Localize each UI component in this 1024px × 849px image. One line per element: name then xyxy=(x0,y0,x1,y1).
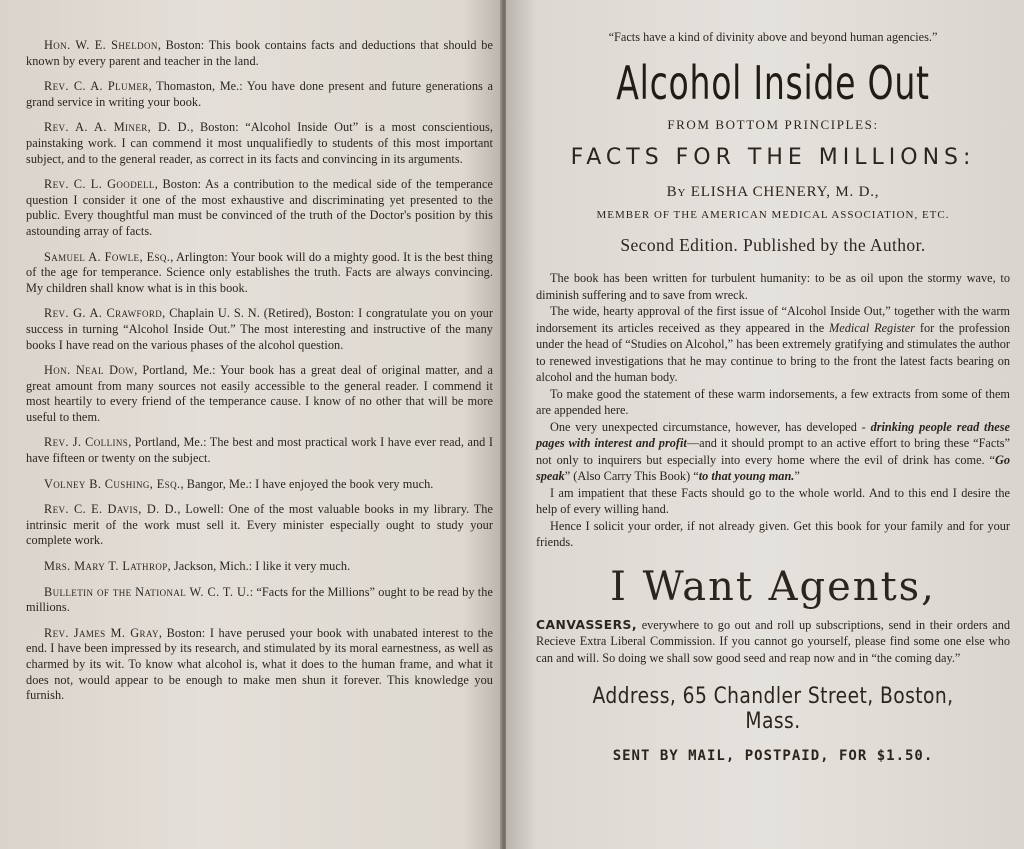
testimonial-text: , Bangor, Me.: I have enjoyed the book very much. xyxy=(180,476,434,491)
address-line: Address, 65 Chandler Street, Boston, Mass. xyxy=(592,684,954,734)
testimonial-text: , Chaplain U. S. N. (Retired), Boston: I congratulate you on your success in turning “Alcohol Inside Out.” The most interesting and instructive of the many books I have read on the various phases of the alcohol question. xyxy=(26,306,494,352)
testimonial xyxy=(26,477,493,493)
testimonial-text: , Boston: As a contribution to the medical side of the temperance question I consider it one of the most exhaustive and discriminating yet presented to the public. Every thoughtful man must be convinced of the truth of the Doctor's position by this astounding array of facts. xyxy=(26,177,493,238)
testimonial-author: Bulletin of the National W. C. T. U. xyxy=(44,584,250,599)
testimonial-text: , Thomaston, Me.: You have done present and future generations a grand service in writing your book. xyxy=(26,79,493,109)
testimonial xyxy=(26,306,493,353)
body-paragraph xyxy=(536,419,1010,485)
testimonial-author: Hon. Neal Dow xyxy=(44,363,135,378)
body-text: ” (Also Carry This Book) “ xyxy=(564,469,699,483)
testimonial-text: , Portland, Me.: The best and most practical work I have ever read, and I have fifteen or twenty on the subject. xyxy=(26,435,493,466)
canvassers-label: CANVASSERS, xyxy=(536,617,638,632)
body-text: —and it should prompt to an active effort to bring these “Facts” not only to inquirers but especially into every home where the evil of drink has come. “ xyxy=(536,436,1010,467)
testimonial-author: Rev. A. A. Miner, D. D. xyxy=(44,120,191,135)
emphasis-text: to that young man. xyxy=(698,469,795,483)
price-line: SENT BY MAIL, POSTPAID, FOR $1.50. xyxy=(612,748,934,764)
body-paragraph xyxy=(536,303,1010,386)
author-by: By xyxy=(666,184,687,200)
testimonial-text: , Boston: “Alcohol Inside Out” is a most conscientious, painstaking work. I can commend it most unqualifiedly to students of this most important subject, and to the general reader, as correct in its facts and convincing in its arguments. xyxy=(26,120,493,166)
testimonial-author: Volney B. Cushing, Esq. xyxy=(44,476,181,491)
body-text: ” xyxy=(794,469,800,483)
testimonial-author: Rev. C. L. Goodell xyxy=(44,177,155,192)
testimonial xyxy=(26,120,493,167)
testimonial-text: : “Facts for the Millions” ought to be read by the millions. xyxy=(26,584,493,615)
author-name: ELISHA CHENERY, M. D., xyxy=(690,184,880,200)
author-line xyxy=(536,184,1010,201)
body-paragraph: To make good the statement of these warm indorsements, a few extracts from some of them are appended here. xyxy=(536,386,1010,417)
testimonial-author: Samuel A. Fowle, Esq. xyxy=(44,249,171,264)
testimonial-author: Rev. James M. Gray xyxy=(44,625,159,640)
testimonial xyxy=(26,585,493,616)
agents-heading: I Want Agents, xyxy=(610,563,936,610)
edition-line: Second Edition. Published by the Author. xyxy=(620,235,926,255)
testimonial xyxy=(26,177,493,239)
body-text: for the profession under the head of “Studies on Alcohol,” has been extremely gratifying and stimulates the author to renewed investigations that he may continue to bring to the front the latest facts bearing on alcohol and the human body. xyxy=(536,320,1011,384)
testimonial xyxy=(26,38,493,69)
testimonial xyxy=(26,435,493,466)
testimonial-author: Rev. G. A. Crawford xyxy=(44,306,163,321)
testimonial-author: Hon. W. E. Sheldon xyxy=(44,38,158,52)
canvassers-paragraph xyxy=(536,617,1010,667)
testimonial-text: , Lowell: One of the most valuable books in my library. The intrinsic merit of the work must sell it. Every minister especially ought to study your complete work. xyxy=(26,502,493,548)
right-page xyxy=(506,0,1024,849)
testimonial-text: , Jackson, Mich.: I like it very much. xyxy=(167,559,351,574)
emphasis-text: Go speak xyxy=(536,452,1010,483)
emphasis-text: drinking people read these pages with interest and profit xyxy=(536,419,1010,450)
book-subtitle: FROM BOTTOM PRINCIPLES: xyxy=(667,117,879,132)
testimonial xyxy=(26,79,493,110)
body-paragraph: The book has been written for turbulent humanity: to be as oil upon the stormy wave, to diminish suffering and to save from wreck. xyxy=(536,271,1010,302)
testimonial-text: , Portland, Me.: Your book has a great deal of original matter, and a great amount from many sources not easily accessible to the general reader. I commend it most heartily to every friend of the temperance cause. I know of no other that will be more useful to them. xyxy=(26,363,493,424)
facts-title: FACTS FOR THE MILLIONS: xyxy=(570,145,976,170)
canvassers-text: everywhere to go out and roll up subscriptions, send in their orders and Recieve Extra Liberal Commission. If you cannot go yourself, please find some one else who can and will. So doing we shall sow good seed and reap now and in “the coming day.” xyxy=(536,617,1010,665)
testimonial-author: Rev. C. A. Plumer xyxy=(44,79,149,94)
testimonial-author: Rev. C. E. Davis, D. D. xyxy=(44,502,178,517)
testimonial-list xyxy=(26,38,493,704)
left-page xyxy=(0,0,503,849)
author-membership: MEMBER OF THE AMERICAN MEDICAL ASSOCIATION, ETC. xyxy=(596,209,950,221)
body-text: The wide, hearty approval of the first issue of “Alcohol Inside Out,” together with the warm indorsement its articles received as they appeared in the xyxy=(536,304,1010,335)
book-title: Alcohol Inside Out xyxy=(616,56,930,110)
testimonial-text: , Boston: I have perused your book with unabated interest to the end. I have been impressed by its research, and stimulated by its moral earnestness, as well as charmed by its wit. To know what alcohol is, what it does to the human frame, and what it does not, would appear to be enough to make men shun it forever. This knowledge you furnish. xyxy=(26,625,493,703)
testimonial xyxy=(26,250,493,297)
testimonial-text: , Arlington: Your book will do a mighty good. It is the best thing of the age for temperance. Science only establishes the truth. Facts are always convincing. My children shall know what is in this book. xyxy=(26,249,494,295)
journal-name: Medical Register xyxy=(829,320,916,335)
body-paragraph: I am impatient that these Facts should go to the whole world. And to this end I desire the help of every willing hand. xyxy=(536,485,1010,516)
testimonial-text: , Boston: This book contains facts and deductions that should be known by every parent and teacher in the land. xyxy=(26,38,493,68)
body-paragraph: Hence I solicit your order, if not already given. Get this book for your family and for your friends. xyxy=(536,518,1010,549)
testimonial-author: Rev. J. Collins xyxy=(44,435,129,450)
body-text: One very unexpected circumstance, however, has developed - xyxy=(550,419,871,434)
testimonial xyxy=(26,502,493,549)
testimonial xyxy=(26,363,493,425)
testimonial-author: Mrs. Mary T. Lathrop xyxy=(44,559,168,574)
epigraph: “Facts have a kind of divinity above and beyond human agencies.” xyxy=(608,30,938,44)
testimonial xyxy=(26,559,493,575)
testimonial xyxy=(26,626,493,704)
